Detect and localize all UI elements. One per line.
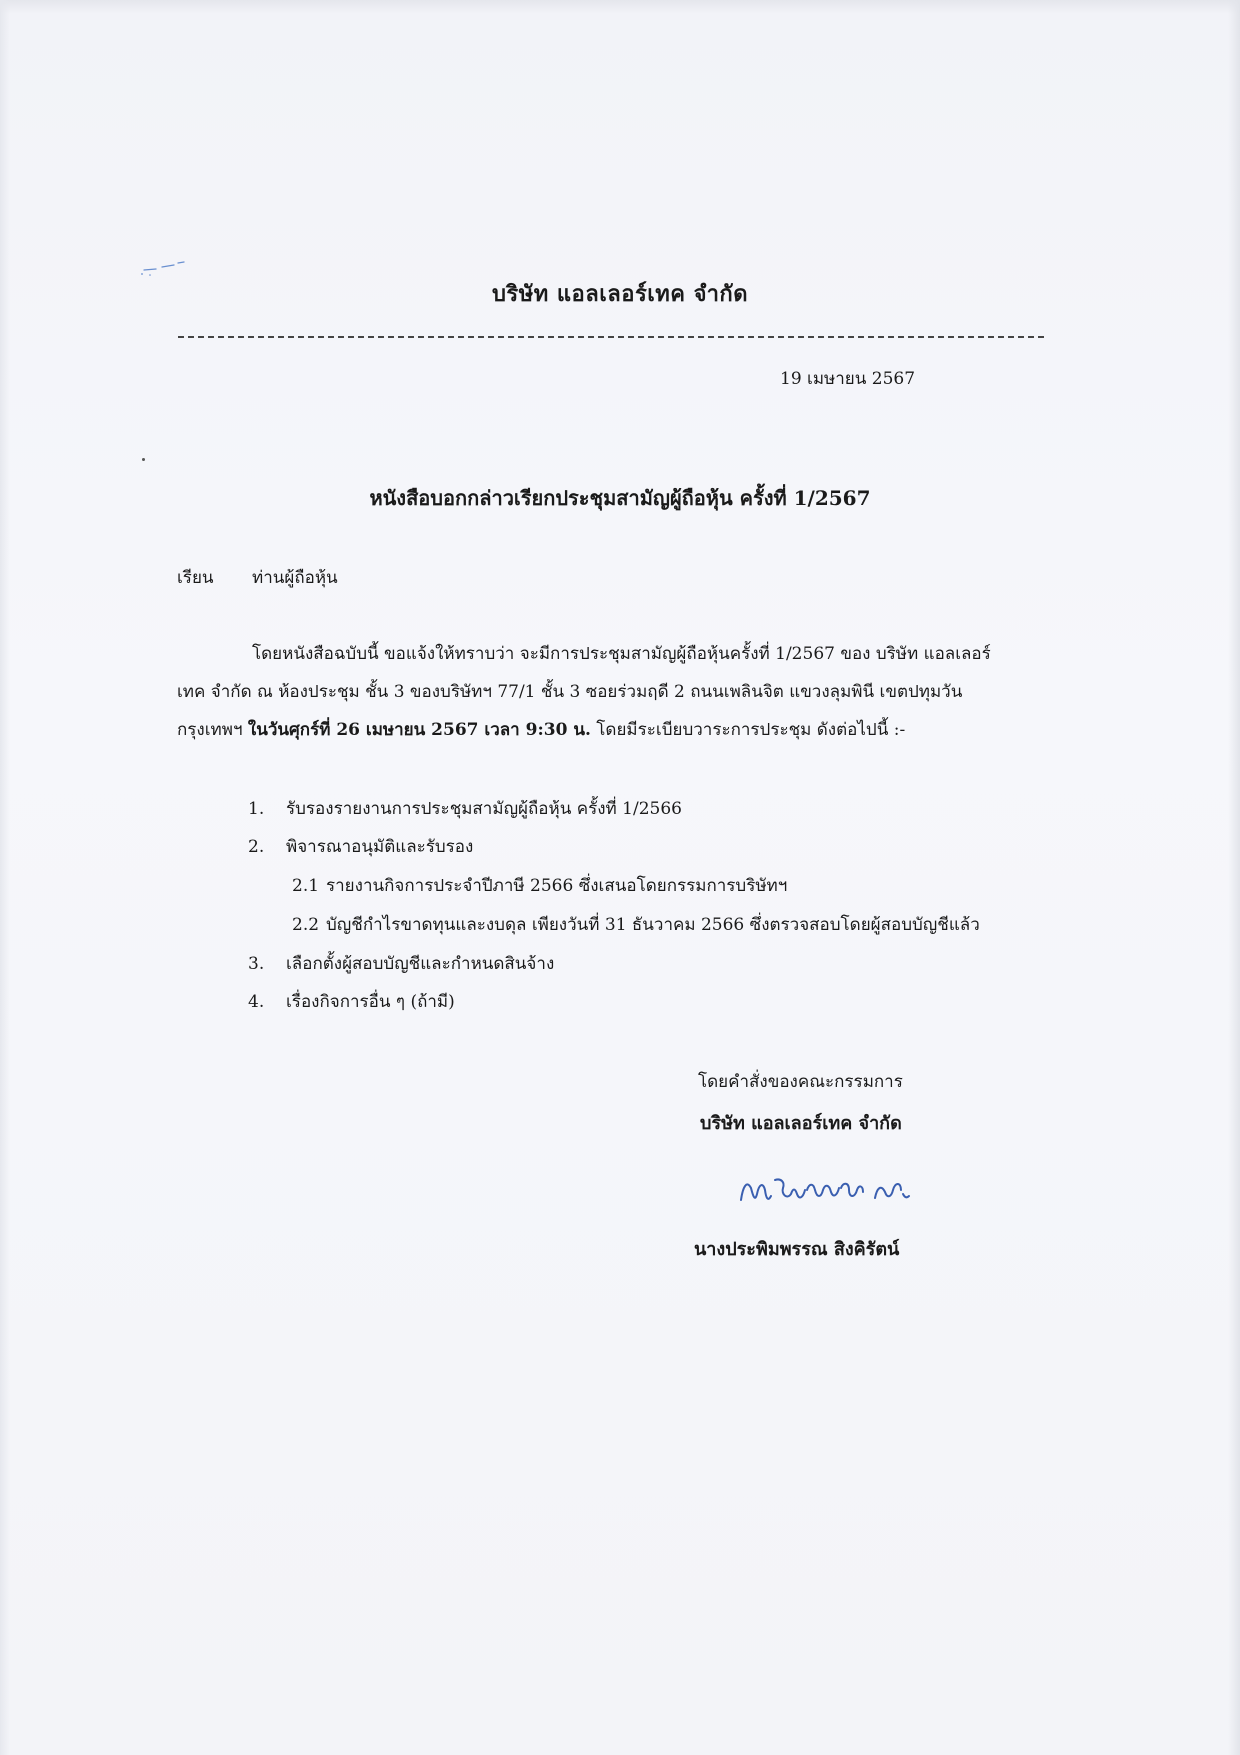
agenda-item	[248, 950, 554, 977]
agenda-subitem-number: 2.2	[292, 915, 320, 935]
body-line-3-prefix: กรุงเทพฯ	[177, 720, 248, 740]
scan-edge-right	[1228, 0, 1240, 1755]
company-letterhead: บริษัท แอลเลอร์เทค จำกัด	[491, 281, 749, 307]
body-line-2: เทค จำกัด ณ ห้องประชุม ชั้น 3 ของบริษัทฯ 77/1 ชั้น 3 ซอยร่วมฤดี 2 ถนนเพลินจิต แขวงลุมพินี เขตปทุมวัน	[177, 682, 963, 702]
agenda-item	[248, 833, 473, 860]
agenda-item-text: พิจารณาอนุมัติและรับรอง	[286, 837, 474, 857]
signing-company: บริษัท แอลเลอร์เทค จำกัด	[700, 1113, 902, 1134]
agenda-item	[248, 988, 455, 1015]
agenda-item-text: รับรองรายงานการประชุมสามัญผู้ถือหุ้น ครั้งที่ 1/2566	[286, 799, 682, 819]
body-line-1: โดยหนังสือฉบับนี้ ขอแจ้งให้ทราบว่า จะมีการประชุมสามัญผู้ถือหุ้นครั้งที่ 1/2567 ของ บริษัท แอลเลอร์	[252, 644, 991, 664]
agenda-subitem-number: 2.1	[292, 876, 320, 896]
agenda-item-number: 1.	[248, 799, 265, 819]
ink-stray-mark	[138, 258, 188, 278]
scan-edge-top	[0, 0, 1240, 14]
document-title: หนังสือบอกกล่าวเรียกประชุมสามัญผู้ถือหุ้น ครั้งที่ 1/2567	[369, 486, 871, 510]
body-line-3-suffix: โดยมีระเบียบวาระการประชุม ดังต่อไปนี้ :-	[590, 720, 906, 740]
agenda-subitem	[292, 911, 980, 938]
agenda-subitem-text: บัญชีกำไรขาดทุนและงบดุล เพียงวันที่ 31 ธันวาคม 2566 ซึ่งตรวจสอบโดยผู้สอบบัญชีแล้ว	[326, 915, 980, 935]
meeting-datetime: ในวันศุกร์ที่ 26 เมษายน 2567 เวลา 9:30 น.	[247, 720, 591, 740]
by-order-label: โดยคำสั่งของคณะกรรมการ	[698, 1072, 903, 1092]
agenda-item-text: เลือกตั้งผู้สอบบัญชีและกำหนดสินจ้าง	[286, 954, 555, 974]
agenda-item-text: เรื่องกิจการอื่น ๆ (ถ้ามี)	[286, 992, 455, 1012]
salutation-label: เรียน	[177, 568, 214, 588]
body-line-3	[177, 711, 1052, 749]
agenda-item-number: 4.	[248, 992, 265, 1012]
body-paragraph	[177, 635, 1052, 749]
header-divider	[178, 336, 1044, 338]
handwritten-signature	[735, 1158, 965, 1228]
letter-date: 19 เมษายน 2567	[780, 369, 916, 389]
agenda-subitem	[292, 872, 787, 899]
scan-speck	[142, 458, 145, 461]
scan-edge-left	[0, 0, 10, 1755]
agenda-item-number: 3.	[248, 954, 265, 974]
agenda-subitem-text: รายงานกิจการประจำปีภาษี 2566 ซึ่งเสนอโดยกรรมการบริษัทฯ	[326, 876, 788, 896]
agenda-item	[248, 795, 682, 822]
signer-name: นางประพิมพรรณ สิงคิรัตน์	[694, 1239, 900, 1260]
agenda-item-number: 2.	[248, 837, 265, 857]
salutation-recipient: ท่านผู้ถือหุ้น	[252, 568, 338, 588]
